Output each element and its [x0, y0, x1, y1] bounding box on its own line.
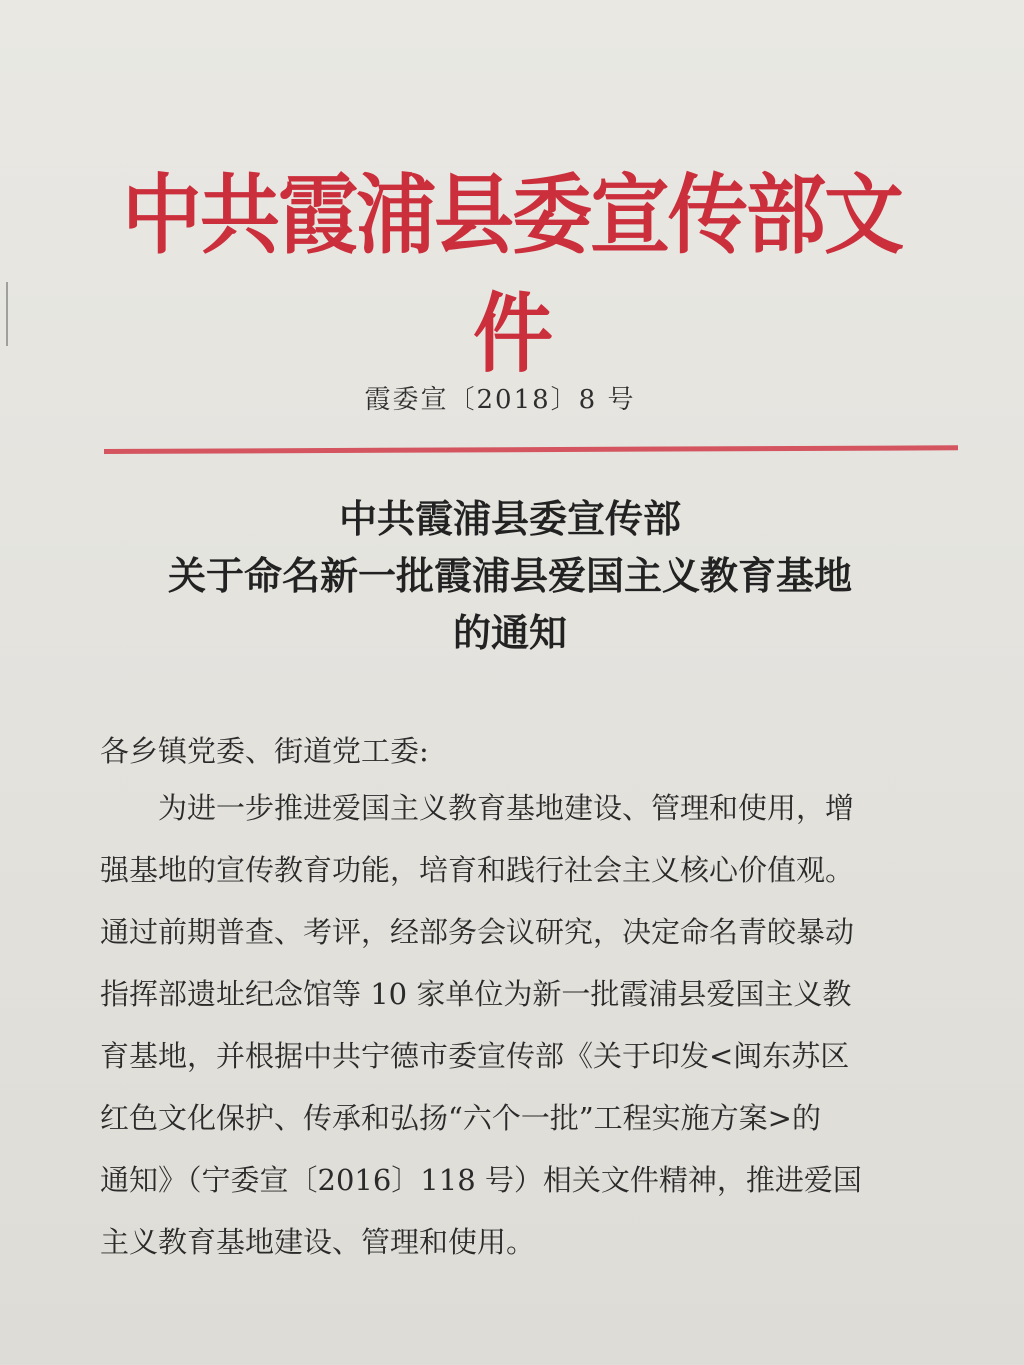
- notice-body: [100, 725, 920, 1273]
- body-line-6: 红色文化保护、传承和弘扬“六个一批”工程实施方案>的: [100, 1101, 821, 1135]
- body-line-4: 指挥部遗址纪念馆等 10 家单位为新一批霞浦县爱国主义教: [100, 977, 852, 1011]
- page-edge-mark: [0, 282, 8, 346]
- body-line-3: 通过前期普查、考评，经部务会议研究，决定命名青皎暴动: [100, 915, 855, 949]
- notice-title: [80, 490, 940, 661]
- body-line-1: 为进一步推进爱国主义教育基地建设、管理和使用，增: [158, 791, 855, 825]
- body-line-8: 主义教育基地建设、管理和使用。: [100, 1225, 536, 1259]
- title-line-2: 关于命名新一批霞浦县爱国主义教育基地: [167, 553, 852, 598]
- body-line-7: 通知》（宁委宣〔2016〕118 号）相关文件精神，推进爱国: [100, 1163, 862, 1197]
- salutation: 各乡镇党委、街道党工委:: [100, 734, 429, 768]
- title-line-3: 的通知: [452, 610, 567, 655]
- document-number: 霞委宣〔2018〕8 号: [364, 385, 636, 415]
- title-line-1: 中共霞浦县委宣传部: [338, 496, 681, 541]
- body-line-5: 育基地，并根据中共宁德市委宣传部《关于印发<闽东苏区: [100, 1039, 850, 1073]
- red-divider-line: [104, 445, 958, 454]
- document-masthead: 中共霞浦县委宣传部文件: [122, 164, 902, 385]
- body-line-2: 强基地的宣传教育功能，培育和践行社会主义核心价值观。: [100, 853, 855, 887]
